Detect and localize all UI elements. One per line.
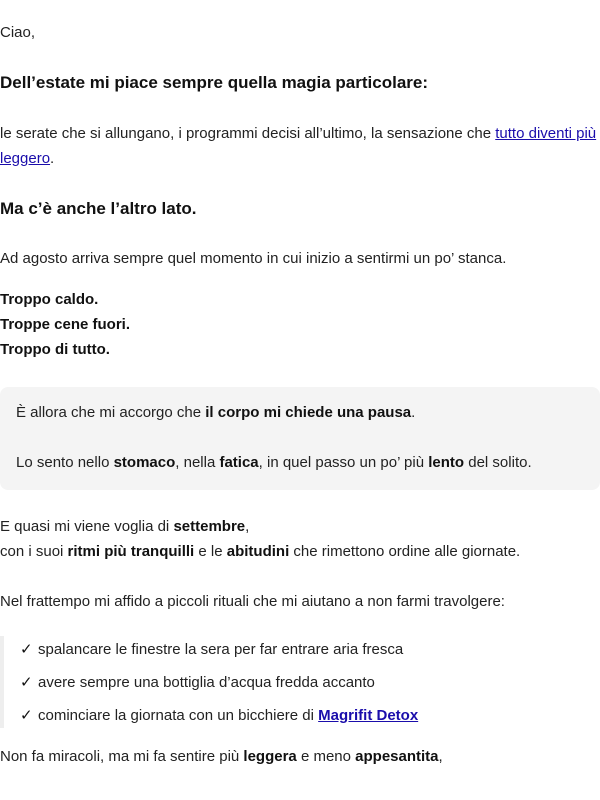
closing-emphasis: leggera	[243, 748, 297, 765]
closing-paragraph	[0, 744, 600, 769]
too-hot-line: Troppo caldo.	[0, 291, 99, 308]
september-line-1	[0, 514, 600, 539]
september-emphasis: ritmi più tranquilli	[67, 543, 195, 560]
september-emphasis: settembre	[173, 518, 246, 535]
checkmark-icon: ✓	[20, 707, 33, 724]
checkmark-icon: ✓	[20, 641, 33, 658]
september-text: con i suoi	[0, 543, 68, 560]
callout-text: del solito.	[464, 454, 532, 471]
callout-line-2	[16, 450, 592, 475]
callout-line-1	[16, 400, 592, 425]
callout-text: Lo sento nello	[16, 454, 114, 471]
callout-emphasis: fatica	[219, 454, 259, 471]
callout-text: , in quel passo un po’ più	[258, 454, 429, 471]
callout-emphasis: stomaco	[113, 454, 176, 471]
closing-text: e meno	[296, 748, 356, 765]
intro-period: .	[50, 150, 55, 167]
heading-other-side: Ma c’è anche l’altro lato.	[0, 199, 197, 218]
august-paragraph: Ad agosto arriva sempre quel momento in cui inizio a sentirmi un po’ stanca.	[0, 250, 507, 267]
callout-emphasis: lento	[428, 454, 465, 471]
list-item-text: cominciare la giornata con un bicchiere di	[38, 707, 319, 724]
intro-paragraph	[0, 121, 600, 171]
callout-text: .	[411, 404, 416, 421]
list-item-text: avere sempre una bottiglia d’acqua fredda accanto	[38, 674, 375, 691]
september-text: e le	[194, 543, 227, 560]
september-text: E quasi mi viene voglia di	[0, 518, 174, 535]
callout-box	[0, 387, 600, 490]
callout-text: È allora che mi accorgo che	[16, 404, 206, 421]
closing-text: ,	[438, 748, 443, 765]
list-item	[20, 703, 418, 728]
closing-emphasis: appesantita	[355, 748, 439, 765]
september-text: che rimettono ordine alle giornate.	[289, 543, 521, 560]
list-item-text: spalancare le finestre la sera per far entrare aria fresca	[38, 641, 404, 658]
tutto-diventi-link[interactable]: tutto diventi più leggero	[0, 125, 597, 167]
rituals-intro: Nel frattempo mi affido a piccoli rituali che mi aiutano a non farmi travolgere:	[0, 593, 505, 610]
callout-text: , nella	[175, 454, 220, 471]
september-emphasis: abitudini	[226, 543, 290, 560]
intro-text: le serate che si allungano, i programmi decisi all’ultimo, la sensazione che	[0, 125, 496, 142]
heading-summer-magic: Dell’estate mi piace sempre quella magia particolare:	[0, 73, 429, 92]
september-text: ,	[245, 518, 250, 535]
too-much-line: Troppo di tutto.	[0, 341, 110, 358]
rituals-list	[0, 636, 564, 728]
september-line-2	[0, 539, 600, 564]
list-item	[20, 670, 375, 695]
checkmark-icon: ✓	[20, 674, 33, 691]
magrifit-detox-link[interactable]: Magrifit Detox	[318, 707, 419, 724]
list-item	[20, 637, 403, 662]
too-many-dinners-line: Troppe cene fuori.	[0, 316, 131, 333]
closing-text: Non fa miracoli, ma mi fa sentire più	[0, 748, 244, 765]
callout-emphasis: il corpo mi chiede una pausa	[205, 404, 412, 421]
greeting: Ciao,	[0, 24, 36, 41]
